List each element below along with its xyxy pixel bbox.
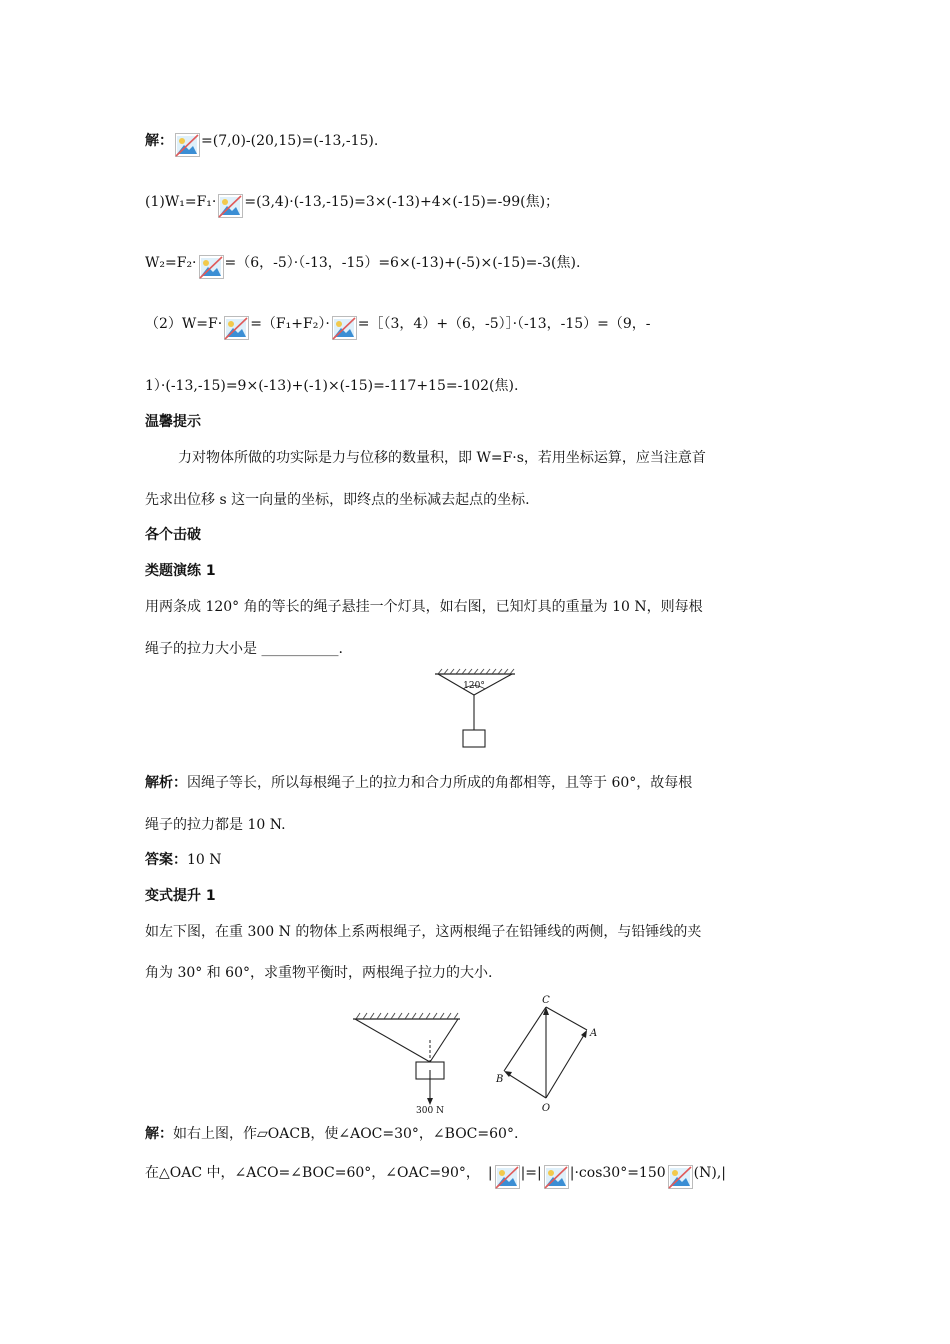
part1-line — [145, 189, 559, 215]
weight-figure — [348, 1010, 468, 1118]
tip-line-1: 力对物体所做的功实际是力与位移的数量积，即 W=F·s，若用坐标运算，应当注意首 — [178, 450, 706, 466]
broken-image-icon — [493, 1164, 521, 1190]
angle-label: 120° — [463, 681, 485, 691]
last-line-part1: 在△OAC 中，∠ACO=∠BOC=60°，∠OAC=90°， — [145, 1165, 480, 1181]
broken-image-icon — [666, 1164, 694, 1190]
last-line: 在△OAC 中，∠ACO=∠BOC=60°，∠OAC=90°， | |=| |·cos30°=150 (N),| — [145, 1160, 726, 1186]
variant-heading: 变式提升 1 — [145, 888, 216, 904]
part2-line — [145, 311, 651, 337]
part2-prefix: （2）W=F· — [145, 316, 223, 332]
part2-continuation: 1）·(-13,-15)=9×(-13)+(-1)×(-15)=-117+15=-102(焦). — [145, 378, 519, 394]
side-cb — [504, 1007, 546, 1071]
vector-oa — [546, 1035, 584, 1098]
solution-line-1 — [145, 128, 378, 154]
part1-expr: =(3,4)·(-13,-15)=3×(-13)+4×(-15)=-99(焦)； — [244, 194, 560, 210]
parallelogram-figure — [490, 990, 605, 1115]
broken-image-icon — [173, 132, 201, 158]
solution2-text: 如右上图，作▱OACB，使∠AOC=30°，∠BOC=60°. — [173, 1126, 519, 1142]
part2-expr: =［（3，4）+（6，-5）］·（-13，-15）=（9，- — [357, 316, 651, 332]
broken-image-icon — [216, 193, 244, 219]
ceiling-hatching — [356, 1013, 458, 1019]
point-c-label: C — [542, 995, 550, 1006]
part2-mid: =（F₁+F₂）· — [250, 316, 330, 332]
point-o-label: O — [541, 1103, 551, 1114]
last-line-part2: |=| — [520, 1165, 542, 1181]
broken-image-icon — [542, 1164, 570, 1190]
right-rope — [430, 1019, 458, 1062]
broken-image-icon — [330, 315, 358, 341]
tip-heading: 温馨提示 — [145, 414, 201, 430]
exercise-heading: 类题演练 1 — [145, 563, 216, 579]
variant-line-1: 如左下图，在重 300 N 的物体上系两根绳子，这两根绳子在铅锤线的两侧，与铅锤线的夹 — [145, 924, 702, 940]
arrowhead-a — [581, 1030, 587, 1038]
solution-label: 解： — [145, 133, 173, 149]
lamp-box — [463, 730, 485, 747]
w2-prefix: W₂=F₂· — [145, 255, 197, 271]
variant-line-2: 角为 30° 和 60°，求重物平衡时，两根绳子拉力的大小. — [145, 965, 493, 981]
last-line-part3: |·cos30°=150 — [569, 1165, 666, 1181]
point-b-label: B — [496, 1074, 504, 1085]
broken-image-icon — [222, 315, 250, 341]
last-line-part4: (N),| — [693, 1165, 726, 1181]
broken-image-icon — [197, 254, 225, 280]
solution-expr: =(7,0)-(20,15)=(-13,-15). — [201, 133, 379, 149]
vector-ob — [508, 1074, 546, 1098]
analysis-label: 解析： — [145, 775, 187, 791]
exercise-line-1: 用两条成 120° 角的等长的绳子悬挂一个灯具，如右图，已知灯具的重量为 10 N，则每根 — [145, 599, 703, 615]
answer-value: 10 N — [187, 852, 222, 868]
tip-line-2: 先求出位移 s 这一向量的坐标，即终点的坐标减去起点的坐标. — [145, 492, 530, 508]
lamp-figure — [430, 668, 520, 750]
w2-expr: =（6，-5）·（-13，-15）=6×(-13)+(-5)×(-15)=-3(焦). — [224, 255, 581, 271]
side-ca — [546, 1007, 587, 1030]
solution2-line — [145, 1124, 518, 1144]
w2-line — [145, 250, 580, 276]
analysis-line-1 — [145, 773, 692, 793]
section-heading: 各个击破 — [145, 527, 201, 543]
analysis-line-2: 绳子的拉力都是 10 N. — [145, 817, 286, 833]
part1-prefix: (1)W₁=F₁· — [145, 194, 217, 210]
weight-label: 300 N — [416, 1106, 444, 1116]
left-rope — [355, 1019, 430, 1062]
ceiling-hatching — [438, 669, 514, 674]
solution2-label: 解： — [145, 1126, 173, 1142]
answer-label: 答案： — [145, 852, 187, 868]
gravity-arrowhead — [427, 1098, 433, 1105]
exercise-line-2: 绳子的拉力大小是 ___________. — [145, 641, 343, 657]
analysis-text: 因绳子等长，所以每根绳子上的拉力和合力所成的角都相等，且等于 60°，故每根 — [187, 775, 693, 791]
answer-line — [145, 850, 222, 870]
point-a-label: A — [590, 1028, 598, 1039]
